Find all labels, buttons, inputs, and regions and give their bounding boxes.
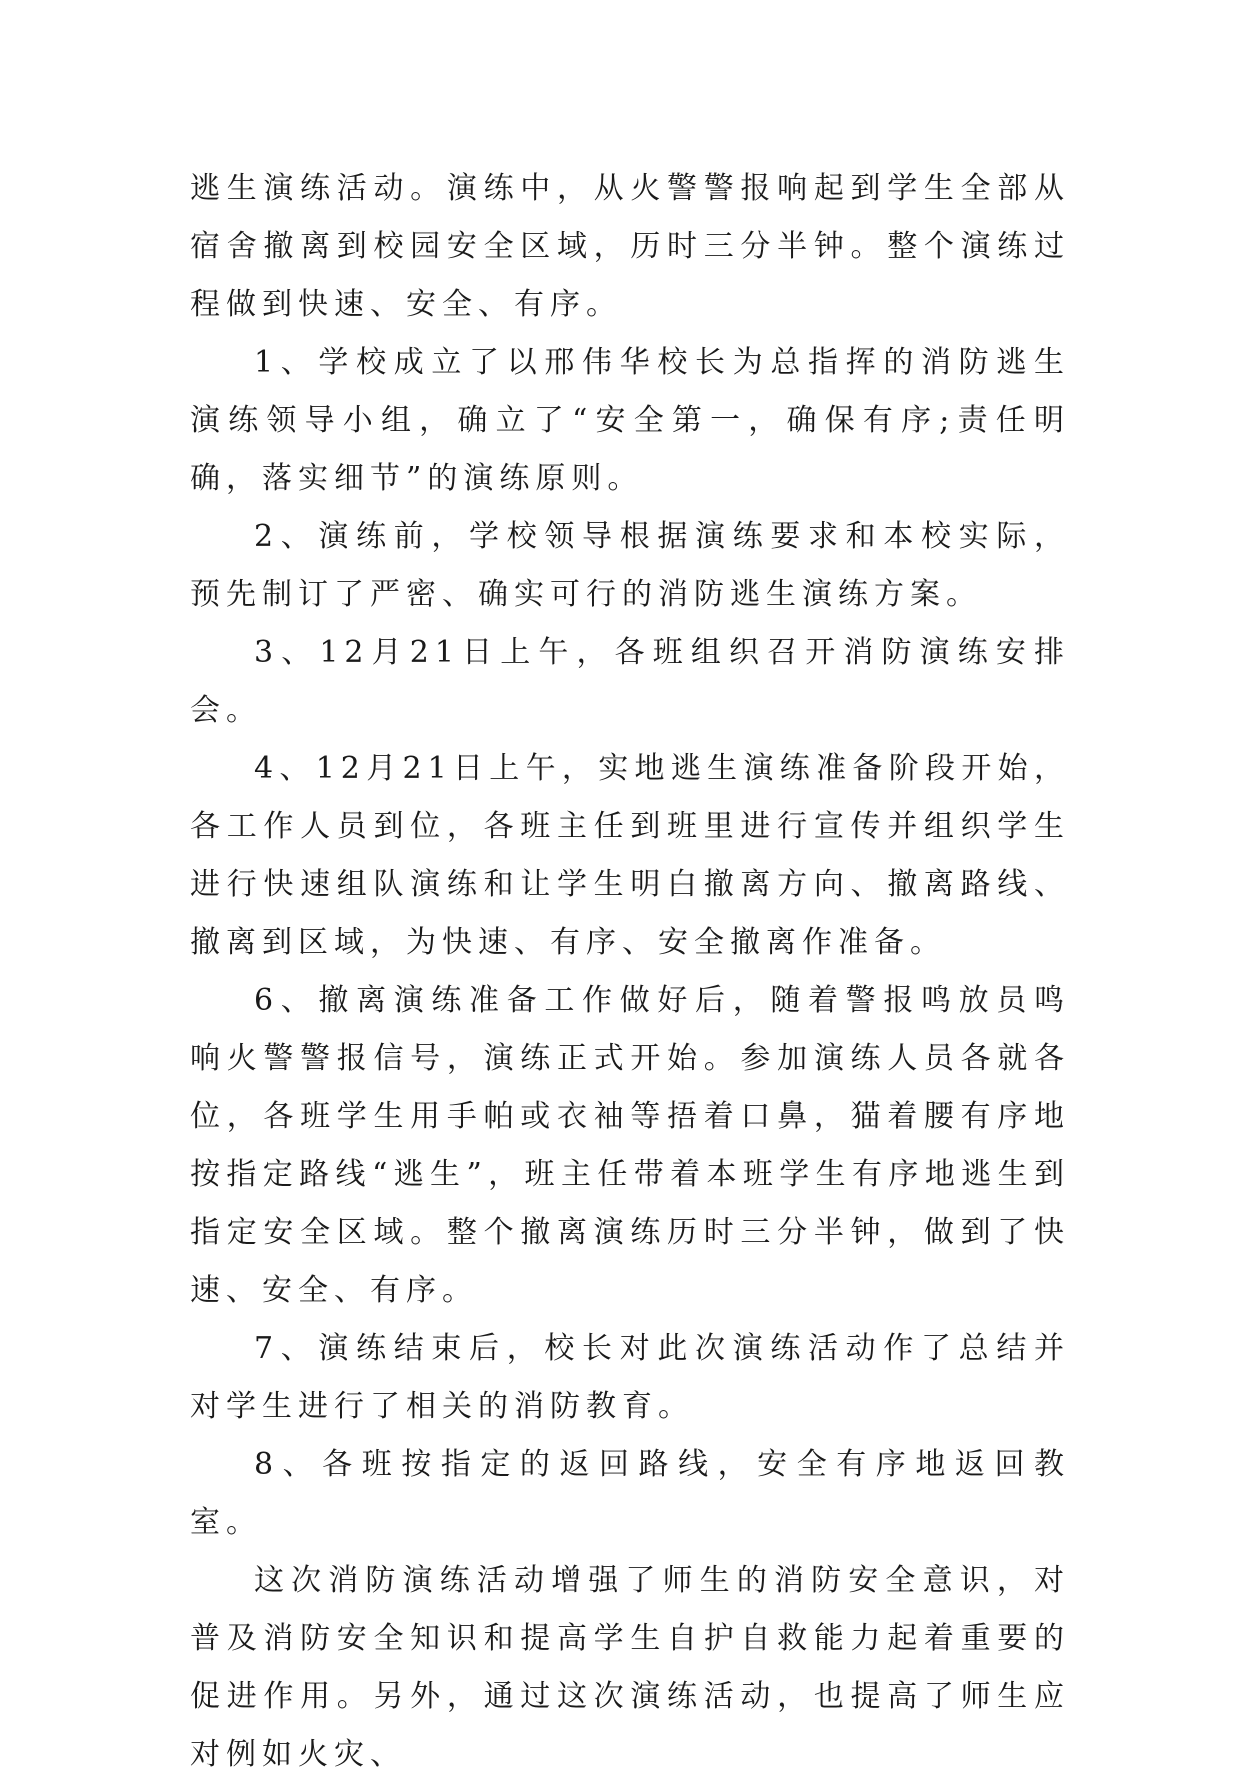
document-body [190,160,1070,1784]
paragraph-item-2: 2、演练前，学校领导根据演练要求和本校实际，预先制订了严密、确实可行的消防逃生演练方案。 [190,519,1070,612]
paragraph-item-7: 7、演练结束后，校长对此次演练活动作了总结并对学生进行了相关的消防教育。 [190,1331,1070,1424]
paragraph-item-6: 6、撤离演练准备工作做好后，随着警报鸣放员鸣响火警警报信号，演练正式开始。参加演练人员各就各位，各班学生用手帕或衣袖等捂着口鼻，猫着腰有序地按指定路线“逃生”，班主任带着本班学生有序地逃生到指定安全区域。整个撤离演练历时三分半钟，做到了快速、安全、有序。 [190,983,1070,1308]
paragraph-item-8: 8、各班按指定的返回路线，安全有序地返回教室。 [190,1447,1070,1540]
paragraph-item-4: 4、12月21日上午，实地逃生演练准备阶段开始，各工作人员到位，各班主任到班里进行宣传并组织学生进行快速组队演练和让学生明白撤离方向、撤离路线、撤离到区域，为快速、有序、安全撤离作准备。 [190,751,1070,960]
paragraph-continuation: 逃生演练活动。演练中，从火警警报响起到学生全部从宿舍撤离到校园安全区域，历时三分半钟。整个演练过程做到快速、安全、有序。 [190,171,1070,322]
paragraph-item-3: 3、12月21日上午，各班组织召开消防演练安排会。 [190,635,1070,728]
paragraph-item-1: 1、学校成立了以邢伟华校长为总指挥的消防逃生演练领导小组，确立了“安全第一，确保有序;责任明确，落实细节”的演练原则。 [190,345,1070,496]
paragraph-summary: 这次消防演练活动增强了师生的消防安全意识，对普及消防安全知识和提高学生自护自救能力起着重要的促进作用。另外，通过这次演练活动，也提高了师生应对例如火灾、 [190,1563,1070,1772]
